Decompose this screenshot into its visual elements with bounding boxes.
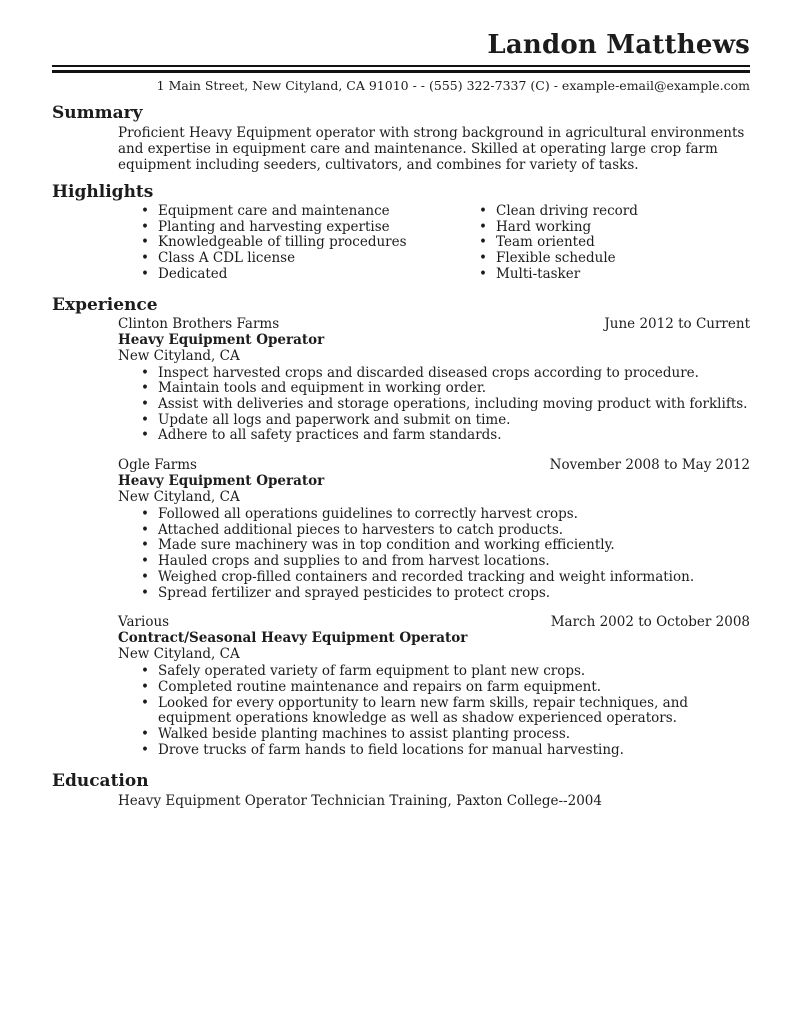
job-bullet: • Maintain tools and equipment in working order. [118, 381, 750, 397]
education-heading: Education [52, 771, 149, 792]
company-name: Various [118, 614, 170, 631]
company-name: Ogle Farms [118, 457, 197, 474]
highlight-item: • Dedicated [118, 267, 456, 283]
highlight-item: • Knowledgeable of tilling procedures [118, 235, 456, 251]
experience-body [118, 316, 750, 759]
highlights-column-left [118, 204, 456, 283]
job-bullet: • Hauled crops and supplies to and from harvest locations. [118, 554, 750, 570]
job-dates: June 2012 to Current [604, 315, 750, 332]
job-dates: March 2002 to October 2008 [550, 614, 750, 631]
summary-heading: Summary [52, 103, 143, 123]
highlight-item: • Multi-tasker [456, 267, 750, 283]
job-bullet: • Spread fertilizer and sprayed pesticides to protect crops. [118, 586, 750, 602]
company-name: Clinton Brothers Farms [118, 315, 280, 332]
job-entry [118, 316, 750, 445]
job-dates: November 2008 to May 2012 [549, 457, 750, 474]
job-location: New Cityland, CA [118, 489, 240, 506]
highlights-column-right [456, 204, 750, 283]
job-header [118, 316, 750, 332]
section-summary [52, 103, 750, 173]
job-bullet: • Inspect harvested crops and discarded diseased crops according to procedure. [118, 366, 750, 382]
highlight-item: • Equipment care and maintenance [118, 204, 456, 220]
contact-line: 1 Main Street, New Cityland, CA 91010 - - (555) 322-7337 (C) - example-email@example.com [156, 78, 750, 93]
job-bullet: • Followed all operations guidelines to correctly harvest crops. [118, 507, 750, 523]
highlight-item: • Team oriented [456, 235, 750, 251]
job-bullet: • Walked beside planting machines to assist planting process. [118, 727, 750, 743]
job-bullet: • Safely operated variety of farm equipment to plant new crops. [118, 664, 750, 680]
job-bullet: • Adhere to all safety practices and farm standards. [118, 428, 750, 444]
highlight-item: • Clean driving record [456, 204, 750, 220]
highlights-columns [118, 202, 750, 283]
education-body [118, 793, 750, 809]
job-bullet-list [118, 366, 750, 445]
highlight-item: • Planting and harvesting expertise [118, 220, 456, 236]
resume-name: Landon Matthews [487, 30, 750, 60]
section-experience [52, 295, 750, 759]
job-bullet: • Assist with deliveries and storage operations, including moving product with forklifts. [118, 397, 750, 413]
job-bullet: • Update all logs and paperwork and submit on time. [118, 413, 750, 429]
job-entry [118, 457, 750, 601]
job-header [118, 614, 750, 630]
job-location: New Cityland, CA [118, 646, 240, 663]
section-highlights [52, 182, 750, 283]
highlight-item: • Class A CDL license [118, 251, 456, 267]
summary-text: Proficient Heavy Equipment operator with strong background in agricultural environments and expertise in equipment care and maintenance. Skilled at operating large crop farm equipment including seeders, cultivators, and combines for variety of tasks. [118, 125, 745, 173]
job-bullet: • Drove trucks of farm hands to field locations for manual harvesting. [118, 743, 750, 759]
job-bullet-list [118, 664, 750, 758]
job-bullet: • Made sure machinery was in top condition and working efficiently. [118, 538, 750, 554]
education-text: Heavy Equipment Operator Technician Training, Paxton College--2004 [118, 793, 602, 810]
job-title: Heavy Equipment Operator [118, 473, 325, 490]
job-title: Contract/Seasonal Heavy Equipment Operator [118, 630, 468, 647]
job-header [118, 457, 750, 473]
job-bullet: • Attached additional pieces to harvesters to catch products. [118, 523, 750, 539]
job-bullet-list [118, 507, 750, 601]
resume-header [52, 30, 750, 94]
job-bullet: • Weighed crop-filled containers and recorded tracking and weight information. [118, 570, 750, 586]
experience-heading: Experience [52, 294, 158, 315]
job-location: New Cityland, CA [118, 347, 240, 364]
job-bullet: • Completed routine maintenance and repairs on farm equipment. [118, 680, 750, 696]
section-education [52, 771, 750, 809]
job-title: Heavy Equipment Operator [118, 331, 325, 348]
highlight-item: • Hard working [456, 220, 750, 236]
highlights-heading: Highlights [52, 182, 154, 202]
highlight-item: • Flexible schedule [456, 251, 750, 267]
job-bullet: • Looked for every opportunity to learn new farm skills, repair techniques, and equipment operations knowledge as well as shadow experienced operators. [118, 696, 750, 727]
header-divider [52, 65, 750, 73]
summary-body [118, 125, 750, 173]
job-entry [118, 614, 750, 758]
